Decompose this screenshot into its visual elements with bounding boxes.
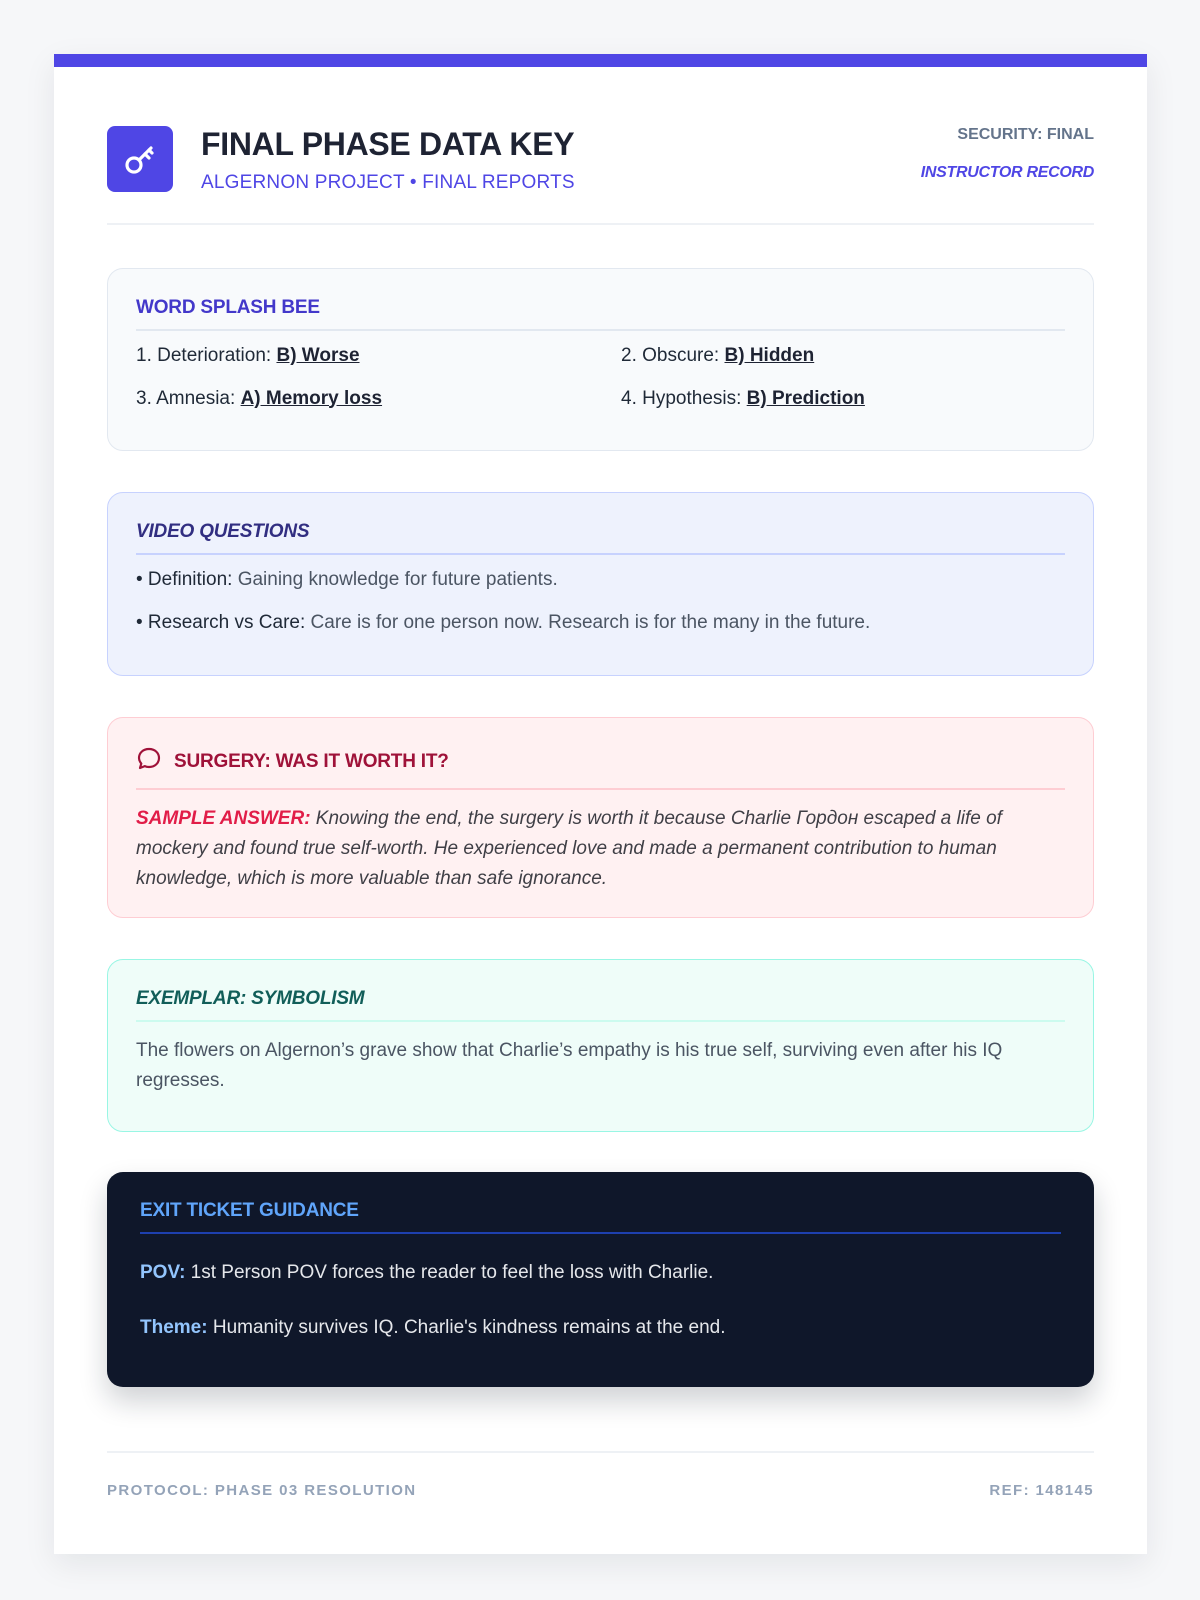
term: 2. Obscure: xyxy=(621,344,725,366)
surgery-title: SURGERY: WAS IT WORTH IT? xyxy=(174,751,449,772)
header-divider xyxy=(107,223,1094,225)
footer-divider xyxy=(107,1451,1094,1453)
page-title: FINAL PHASE DATA KEY xyxy=(201,126,575,162)
sample-answer xyxy=(136,804,1065,894)
footer-ref: REF: 148145 xyxy=(989,1482,1094,1499)
security-label: SECURITY: FINAL xyxy=(957,126,1094,143)
exit-ticket-card xyxy=(107,1172,1094,1387)
answer: B) Worse xyxy=(276,344,360,366)
divider xyxy=(136,329,1065,331)
list-item xyxy=(621,345,1065,367)
item-value: 1st Person POV forces the reader to feel the loss with Charlie. xyxy=(185,1261,714,1283)
term: 4. Hypothesis: xyxy=(621,387,747,409)
divider xyxy=(140,1232,1061,1234)
answer: A) Memory loss xyxy=(240,387,383,409)
video-questions-title: VIDEO QUESTIONS xyxy=(136,521,310,542)
item-value: Humanity survives IQ. Charlie's kindness remains at the end. xyxy=(207,1316,726,1338)
accent-bar xyxy=(54,54,1147,67)
divider xyxy=(136,788,1065,790)
header xyxy=(107,126,1094,226)
item-key: POV: xyxy=(140,1261,186,1283)
exemplar-text: The flowers on Algernon’s grave show that Charlie’s empathy is his true self, surviving even after his IQ regresses. xyxy=(136,1039,1003,1091)
list-item xyxy=(136,612,1065,634)
list-item xyxy=(140,1317,1061,1339)
term: 3. Amnesia: xyxy=(136,387,241,409)
divider xyxy=(136,1020,1065,1022)
page-subtitle: ALGERNON PROJECT • FINAL REPORTS xyxy=(201,172,575,193)
answer: B) Prediction xyxy=(746,387,865,409)
surgery-header xyxy=(136,718,1065,788)
exemplar-title: EXEMPLAR: SYMBOLISM xyxy=(136,988,365,1009)
sample-answer-label: SAMPLE ANSWER: xyxy=(136,807,311,829)
speech-bubble-icon xyxy=(136,746,162,778)
sample-answer-text: Knowing the end, the surgery is worth it because Charlie Гордон escaped a life of mockery and found true self-worth. He experienced love and made a permanent contribution to human knowledge, which is more valuable than safe ignorance. xyxy=(136,807,1002,889)
key-icon xyxy=(107,126,173,192)
divider xyxy=(136,553,1065,555)
word-list xyxy=(136,345,1065,410)
answer: B) Hidden xyxy=(724,344,815,366)
exemplar-card xyxy=(107,959,1094,1132)
exit-ticket-title: EXIT TICKET GUIDANCE xyxy=(140,1200,359,1221)
word-splash-card xyxy=(107,268,1094,451)
list-item xyxy=(140,1262,1061,1284)
list-item xyxy=(136,388,621,410)
footer-protocol: PROTOCOL: PHASE 03 RESOLUTION xyxy=(107,1482,417,1499)
term: 1. Deterioration: xyxy=(136,344,277,366)
list-item xyxy=(136,345,621,367)
role-label: INSTRUCTOR RECORD xyxy=(920,164,1094,181)
item-value: Gaining knowledge for future patients. xyxy=(237,568,558,590)
item-key: • Research vs Care: xyxy=(136,611,311,633)
item-key: Theme: xyxy=(140,1316,208,1338)
item-key: • Definition: xyxy=(136,568,238,590)
video-questions-card xyxy=(107,492,1094,676)
item-value: Care is for one person now. Research is for the many in the future. xyxy=(310,611,871,633)
surgery-card xyxy=(107,717,1094,918)
list-item xyxy=(136,569,1065,591)
document-page xyxy=(54,54,1147,1554)
list-item xyxy=(621,388,1065,410)
word-splash-title: WORD SPLASH BEE xyxy=(136,297,320,318)
